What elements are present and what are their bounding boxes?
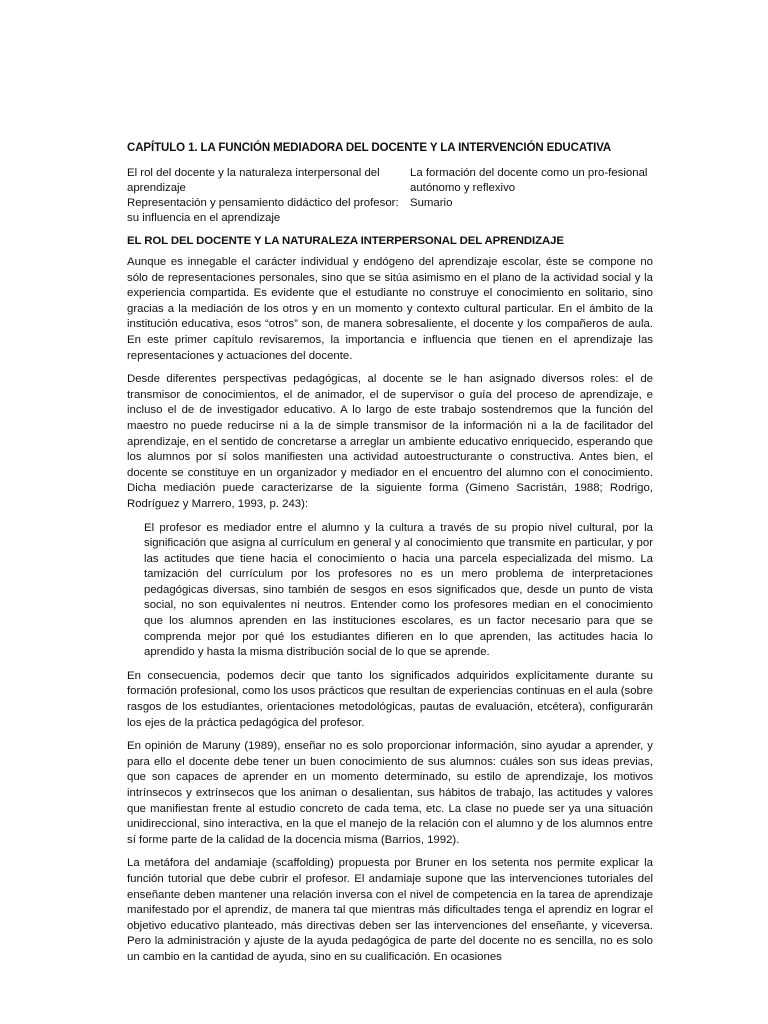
- toc-entry: Sumario: [410, 197, 453, 209]
- toc-column-left: [127, 166, 410, 226]
- paragraph: En consecuencia, podemos decir que tanto los significados adquiridos explícitamente durante su formación profesional, como los usos prácticos que resultan de experiencias continuas en el aula (sobre rasgos de los estudiantes, orientaciones metodológicas, pautas de evaluación, etcétera), configurarán los ejes de la práctica pedagógica del profesor.: [127, 669, 653, 729]
- paragraph: Aunque es innegable el carácter individual y endógeno del aprendizaje escolar, éste se compone no sólo de representaciones personales, sino que se sitúa asimismo en el plano de la actividad social y la experiencia compartida. Es evidente que el estudiante no construye el conocimiento en solitario, sino gracias a la mediación de los otros y en un momento y contexto cultural particular. En el ámbito de la institución educativa, esos “otros” son, de manera sobresaliente, el docente y los compañeros de aula. En este primer capítulo revisaremos, la importancia e influencia que tienen en el aprendizaje las representaciones y actuaciones del docente.: [127, 256, 653, 362]
- toc-entry: El rol del docente y la naturaleza interpersonal del aprendizaje: [127, 167, 380, 194]
- section-heading: EL ROL DEL DOCENTE Y LA NATURALEZA INTERPERSONAL DEL APRENDIZAJE: [127, 235, 564, 247]
- paragraph: La metáfora del andamiaje (scaffolding) propuesta por Bruner en los setenta nos permite explicar la función tutorial que debe cubrir el profesor. El andamiaje supone que las intervenciones tutoriales del enseñante deben mantener una relación inversa con el nivel de competencia en la tarea de aprendizaje manifestado por el aprendiz, de manera tal que mientras más dificultades tenga el aprendiz en lograr el objetivo educativo planteado, más directivas deben ser las intervenciones del enseñante, y viceversa. Pero la administración y ajuste de la ayuda pedagógica de parte del docente no es sencilla, no es solo un cambio en la cantidad de ayuda, sino en su cualificación. En ocasiones: [127, 857, 653, 963]
- toc-entry: Representación y pensamiento didáctico del profesor: su influencia en el aprendizaje: [127, 197, 399, 224]
- page-content: [127, 142, 653, 974]
- toc-entry: La formación del docente como un pro-fesional autónomo y reflexivo: [410, 167, 648, 194]
- block-quote: El profesor es mediador entre el alumno y la cultura a través de su propio nivel cultural, por la significación que asigna al currículum en general y al conocimiento que transmite en particular, y por las actitudes que tiene hacia el conocimiento o hacia una parcela especializada del mismo. La tamización del currículum por los profesores no es un mero problema de interpretaciones pedagógicas diversas, sino también de sesgos en esos significados que, desde un punto de vista social, no son equivalentes ni neutros. Entender como los profesores median en el conocimiento que los alumnos aprenden en las instituciones escolares, es un factor necesario para que se comprenda mejor por qué los estudiantes difieren en lo que aprenden, las actitudes hacia lo aprendido y hasta la misma distribución social de lo que se aprende.: [144, 521, 653, 659]
- paragraph: En opinión de Maruny (1989), enseñar no es solo proporcionar información, sino ayudar a aprender, y para ello el docente debe tener un buen conocimiento de sus alumnos: cuáles son sus ideas previas, que son capaces de aprender en un momento determinado, su estilo de aprendizaje, los motivos intrínsecos y extrínsecos que los animan o desalientan, sus hábitos de trabajo, las actitudes y valores que manifiestan frente al estudio concreto de cada tema, etc. La clase no puede ser ya una situación unidireccional, sino interactiva, en la que el manejo de la relación con el alumno y de los alumnos entre sí forme parte de la calidad de la docencia misma (Barrios, 1992).: [127, 740, 653, 846]
- toc-column-right: [410, 166, 653, 226]
- chapter-title: CAPÍTULO 1. LA FUNCIÓN MEDIADORA DEL DOCENTE Y LA INTERVENCIÓN EDUCATIVA: [127, 142, 612, 154]
- paragraph: Desde diferentes perspectivas pedagógicas, al docente se le han asignado diversos roles: el de transmisor de conocimientos, el de animador, el de supervisor o guía del proceso de aprendizaje, e incluso el de de investigador educativo. A lo largo de este trabajo sostendremos que la función del maestro no puede reducirse ni a la de simple transmisor de la información ni a la de facilitador del aprendizaje, en el sentido de concretarse a arreglar un ambiente educativo enriquecido, esperando que los alumnos por sí solos manifiesten una actividad autoestructurante o constructiva. Antes bien, el docente se constituye en un organizador y mediador en el encuentro del alumno con el conocimiento. Dicha mediación puede caracterizarse de la siguiente forma (Gimeno Sacristán, 1988; Rodrigo, Rodríguez y Marrero, 1993, p. 243):: [127, 373, 653, 510]
- table-of-contents: [127, 166, 653, 226]
